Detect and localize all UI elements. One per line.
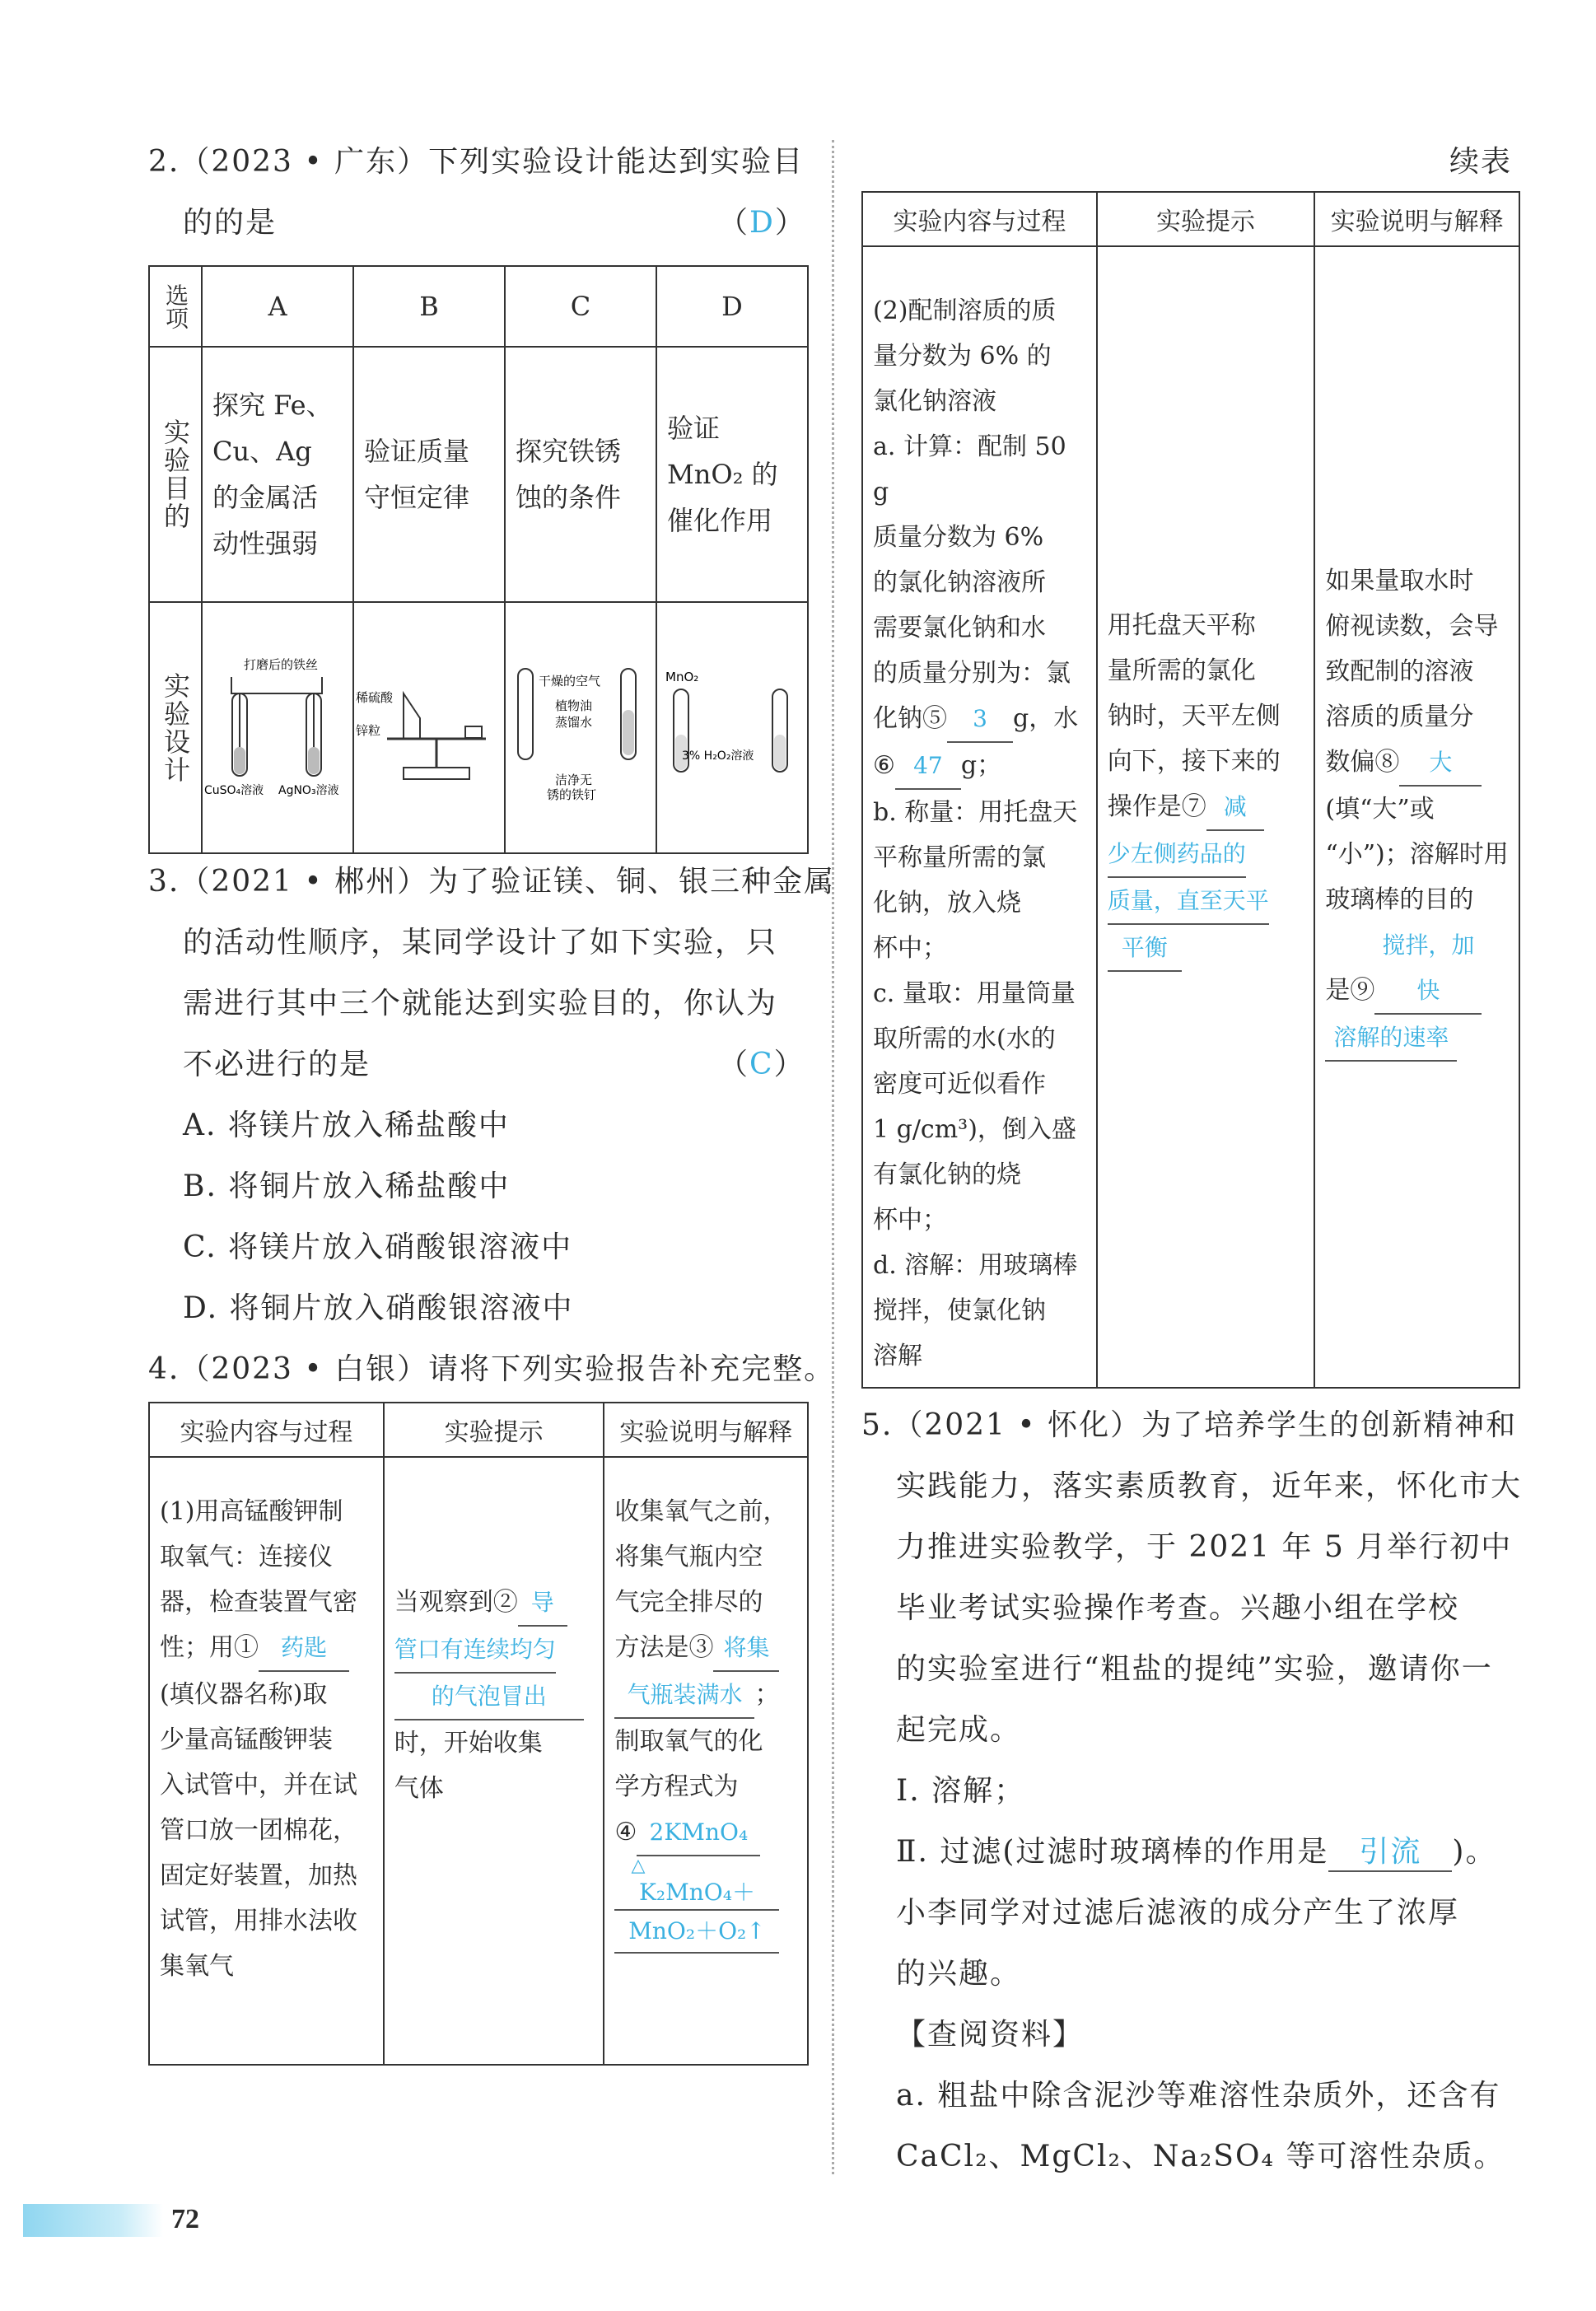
- column-divider: [832, 140, 834, 2174]
- q5-info: CaCl₂、MgCl₂、Na₂SO₄ 等可溶性杂质。: [896, 2140, 1505, 2173]
- q4-table-part1: [148, 1402, 809, 2066]
- answer-7: 减: [1206, 784, 1264, 831]
- answer-9: 搅拌，加快: [1374, 922, 1482, 1015]
- answer-3: 将集: [713, 1625, 779, 1672]
- q5-line: 小李同学对过滤后滤液的成分产生了浓厚: [896, 1896, 1460, 1930]
- svg-text:干燥的空气: 干燥的空气: [539, 674, 601, 689]
- q2-purpose: 探究铁锈蚀的条件: [505, 347, 656, 602]
- svg-text:3% H₂O₂溶液: 3% H₂O₂溶液: [682, 749, 754, 763]
- page-number-bar: [23, 2204, 163, 2237]
- svg-text:AgNO₃溶液: AgNO₃溶液: [278, 784, 339, 797]
- answer-2: 导: [518, 1580, 567, 1627]
- balance-diagram: [354, 603, 504, 838]
- q2-options-table: [148, 265, 809, 854]
- q2-stem-line2: 的的是: [183, 206, 278, 240]
- answer-filter-role: 引流: [1328, 1828, 1452, 1872]
- q3-answer-bracket: （C）: [718, 1048, 805, 1081]
- q2-answer-bracket: （D）: [718, 206, 806, 240]
- q2-purpose: 验证质量守恒定律: [353, 347, 505, 602]
- q2-col-header: C: [505, 266, 656, 347]
- q4-header: 实验说明与解释: [1314, 192, 1519, 246]
- svg-text:锈的铁钉: 锈的铁钉: [547, 787, 597, 802]
- q4-header: 实验提示: [1097, 192, 1315, 246]
- q3-option: D. 将铜片放入硝酸银溶液中: [183, 1291, 574, 1325]
- q4-explain-cell-2: 如果量取水时 俯视读数，会导 致配制的溶液 溶质的质量分 数偏⑧ 大 (填“大”或 “小”)；溶解时用 玻璃棒的目的 是⑨搅拌，加快 溶解的速率: [1314, 246, 1519, 1388]
- q5-heading: 【查阅资料】: [896, 2018, 1085, 2052]
- q3-option: C. 将镁片放入硝酸银溶液中: [183, 1230, 573, 1264]
- q2-diagram-a: [202, 602, 353, 853]
- q5-line: 的实验室进行“粗盐的提纯”实验，邀请你一: [896, 1652, 1493, 1686]
- q5-step2: Ⅱ. 过滤(过滤时玻璃棒的作用是 引流 )。: [896, 1828, 1496, 1872]
- q2-answer: D: [749, 206, 775, 240]
- q2-col-header: A: [202, 266, 353, 347]
- q5-line: 5.（2021 • 怀化）为了培养学生的创新精神和: [861, 1408, 1518, 1442]
- q4-process-cell: (1)用高锰酸钾制 取氧气：连接仪 器，检查装置气密 性；用① 药匙 (填仪器名称)取 少量高锰酸钾装 入试管中，并在试 管口放一团棉花， 固定好装置，加热 试管，用排水法收 集氧气: [149, 1457, 384, 2065]
- q4-stem: 4.（2023 • 白银）请将下列实验报告补充完整。: [148, 1352, 836, 1386]
- test-tubes-diagram: [203, 603, 352, 838]
- q2-purpose: 探究 Fe、Cu、Ag 的金属活动性强弱: [202, 347, 353, 602]
- q4-explain-cell: 收集氧气之前， 将集气瓶内空 气完全排尽的 方法是③ 将集 气瓶装满水 ； 制取氧气的化 学方程式为 ④ 2KMnO₄ △ K₂MnO₄＋ MnO₂＋O₂↑: [604, 1457, 808, 2065]
- q2-diagram-b: [353, 602, 505, 853]
- rust-diagram: [506, 603, 656, 838]
- q5-line: 毕业考试实验操作考查。兴趣小组在学校: [896, 1591, 1460, 1625]
- q3-line: 3.（2021 • 郴州）为了验证镁、铜、银三种金属: [148, 865, 836, 899]
- svg-text:植物油: 植物油: [555, 698, 593, 713]
- q4-table-part2: [861, 191, 1520, 1389]
- page-number: 72: [171, 2204, 199, 2234]
- svg-text:锌粒: 锌粒: [356, 723, 381, 738]
- q4-header: 实验内容与过程: [862, 192, 1097, 246]
- q2-col-header: B: [353, 266, 505, 347]
- q3-option: A. 将镁片放入稀盐酸中: [183, 1109, 510, 1142]
- svg-text:CuSO₄溶液: CuSO₄溶液: [204, 784, 264, 797]
- q2-stem-line1: 2.（2023 • 广东）下列实验设计能达到实验目: [148, 145, 805, 179]
- q5-line: 的兴趣。: [896, 1957, 1022, 1991]
- q5-line: 实践能力，落实素质教育，近年来，怀化市大: [896, 1469, 1523, 1503]
- q5-line: 力推进实验教学，于 2021 年 5 月举行初中: [896, 1530, 1513, 1564]
- q4-header: 实验内容与过程: [149, 1403, 384, 1457]
- q2-row-label: 实验目的: [149, 347, 202, 602]
- svg-text:洁净无: 洁净无: [555, 773, 593, 787]
- q5-info: a. 粗盐中除含泥沙等难溶性杂质外，还含有: [896, 2079, 1501, 2113]
- q2-row-label: 实验设计: [149, 602, 202, 853]
- answer-8: 大: [1399, 740, 1482, 787]
- answer-5: 3: [947, 696, 1013, 743]
- q3-line: 的活动性顺序，某同学设计了如下实验，只: [183, 926, 778, 959]
- q4-process-cell-2: (2)配制溶质的质 量分数为 6% 的 氯化钠溶液 a. 计算：配制 50 g 质量分数为 6% 的氯化钠溶液所 需要氯化钠和水 的质量分别为：氯 化钠⑤ 3 g，水 ⑥ 47 g； b. 称量：用托盘天 平称量所需的氯 化钠，放入烧 杯中； c. 量取：用量筒量 取所需的水(水的 密度可近似看作 1 g/cm³)，倒入盛 有氯化钠的烧 杯中； d. 溶解：用玻璃棒 搅拌，使氯化钠 溶解: [862, 246, 1097, 1388]
- svg-text:稀硫酸: 稀硫酸: [356, 690, 394, 705]
- answer-1: 药匙: [259, 1625, 349, 1672]
- answer-6: 47: [895, 743, 961, 790]
- q2-diagram-c: [505, 602, 656, 853]
- svg-text:MnO₂: MnO₂: [665, 670, 699, 684]
- q4-hint-cell: 当观察到② 导 管口有连续均匀 的气泡冒出 时，开始收集 气体: [384, 1457, 604, 2065]
- q2-purpose: 验证 MnO₂ 的催化作用: [656, 347, 808, 602]
- svg-text:打磨后的铁丝: 打磨后的铁丝: [244, 657, 319, 672]
- catalyst-diagram: [657, 603, 807, 838]
- svg-text:蒸馏水: 蒸馏水: [555, 715, 593, 730]
- q5-step1: Ⅰ. 溶解；: [896, 1774, 1026, 1808]
- q3-line: 需进行其中三个就能达到实验目的，你认为: [183, 987, 778, 1020]
- q4-header: 实验说明与解释: [604, 1403, 808, 1457]
- q3-line: 不必进行的是: [183, 1048, 371, 1081]
- q3-option: B. 将铜片放入稀盐酸中: [183, 1170, 511, 1203]
- q3-answer: C: [749, 1048, 774, 1081]
- q2-diagram-d: [656, 602, 808, 853]
- q4-hint-cell-2: 用托盘天平称 量所需的氯化 钠时，天平左侧 向下，接下来的 操作是⑦ 减 少左侧药品的 质量，直至天平 平衡: [1097, 246, 1315, 1388]
- answer-4: 2KMnO₄: [637, 1809, 760, 1856]
- q2-col-header: D: [656, 266, 808, 347]
- q4-header: 实验提示: [384, 1403, 604, 1457]
- q5-line: 起完成。: [896, 1713, 1022, 1747]
- q2-table-corner: 选项: [149, 266, 202, 347]
- continued-label: 续表: [1449, 145, 1513, 179]
